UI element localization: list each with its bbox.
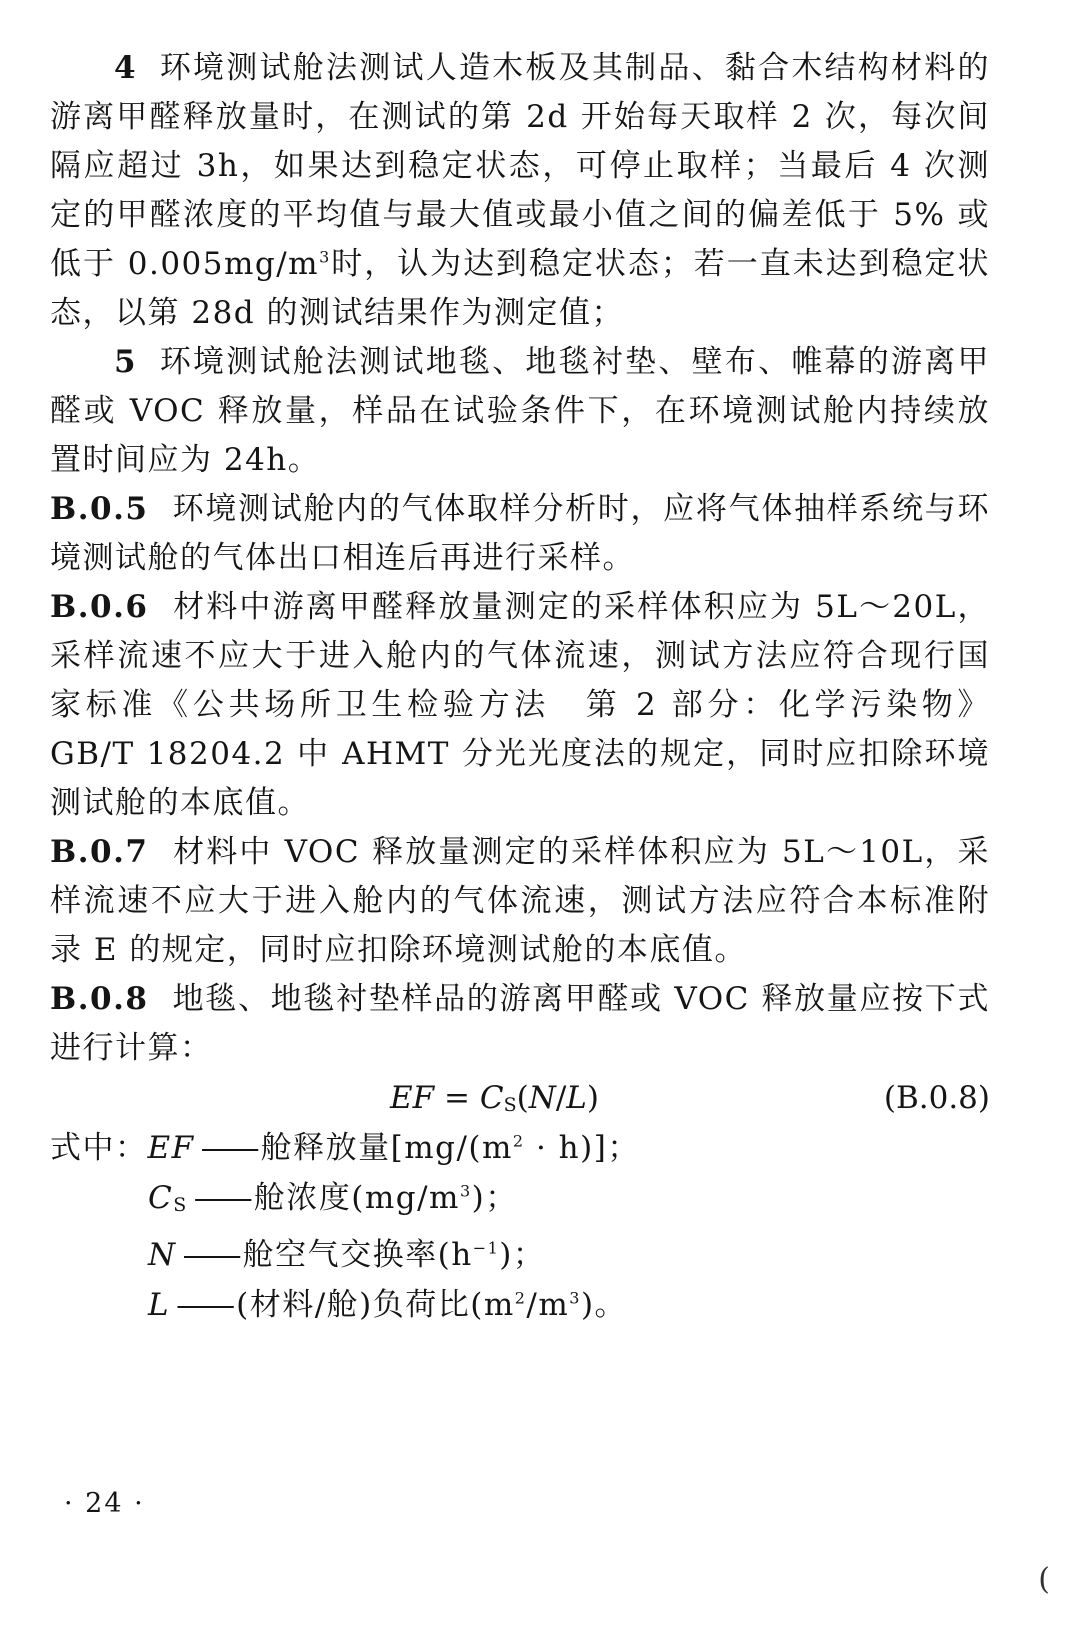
superscript: 2	[514, 1288, 527, 1308]
definition-text: 舱释放量[mg/(m	[260, 1130, 513, 1166]
superscript: −1	[472, 1238, 500, 1258]
list-item-text: 环境测试舱法测试人造木板及其制品、黏合木结构材料的游离甲醛释放量时，在测试的第 2d 开始每天取样 2 次，每次间隔应超过 3h，如果达到稳定状态，可停止取样；当最后 4 次测定的甲醛浓度的平均值与最大值或最小值之间的偏差低于 5% 或低于 0.005mg/m	[50, 50, 990, 282]
document-page	[50, 44, 990, 1330]
list-item-5	[50, 338, 990, 485]
variable-definitions	[50, 1123, 990, 1330]
definition-text-cont: )。	[580, 1287, 628, 1323]
formula-row	[50, 1073, 990, 1123]
definition-row-ef	[50, 1123, 990, 1173]
list-item-text-cont: 时，认为达到稳定状态；若一直未达到稳定状态，以第 28d 的测试结果作为测定值；	[50, 246, 991, 331]
formula-equals: =	[444, 1080, 470, 1116]
definition-text-cont: )；	[499, 1237, 546, 1273]
section-text: 环境测试舱内的气体取样分析时，应将气体抽样系统与环境测试舱的气体出口相连后再进行采样。	[50, 491, 990, 576]
edge-mark: (	[1038, 1562, 1050, 1597]
definition-row-n	[50, 1230, 990, 1280]
definition-dash: ——	[176, 1287, 233, 1323]
formula-n: N	[528, 1080, 556, 1116]
definition-dash: ——	[193, 1180, 250, 1216]
definition-text: 舱浓度(mg/m	[253, 1180, 460, 1216]
formula-lhs: EF	[390, 1080, 435, 1116]
section-text: 材料中 VOC 释放量测定的采样体积应为 5L～10L，采样流速不应大于进入舱内的气体流速，测试方法应符合本标准附录 E 的规定，同时应扣除环境测试舱的本底值。	[50, 834, 990, 968]
formula-c: C	[479, 1080, 504, 1116]
section-b07	[50, 828, 990, 975]
definition-symbol: N	[148, 1237, 177, 1273]
section-number: B.0.6	[50, 589, 149, 625]
definition-row-cs	[50, 1173, 990, 1230]
definition-symbol: EF	[147, 1130, 195, 1166]
section-text: 材料中游离甲醛释放量测定的采样体积应为 5L～20L，采样流速不应大于进入舱内的气体流速，测试方法应符合现行国家标准《公共场所卫生检验方法 第 2 部分：化学污染物》GB/T 18204.2 中 AHMT 分光光度法的规定，同时应扣除环境测试舱的本底值。	[50, 589, 990, 821]
list-item-4	[50, 44, 990, 338]
definition-text-mid: /m	[526, 1287, 570, 1323]
list-item-text: 环境测试舱法测试地毯、地毯衬垫、壁布、帷幕的游离甲醛或 VOC 释放量，样品在试验条件下，在环境测试舱内持续放置时间应为 24h。	[50, 344, 990, 478]
definition-symbol: L	[148, 1287, 171, 1323]
section-number: B.0.5	[50, 491, 149, 527]
superscript: 2	[512, 1131, 525, 1151]
definition-text-cont: )；	[471, 1180, 518, 1216]
definition-symbol-subscript: S	[173, 1194, 188, 1216]
definition-row-l	[50, 1280, 990, 1330]
superscript: 3	[569, 1288, 581, 1308]
definition-text: 舱空气交换率(h	[242, 1237, 473, 1273]
formula-l: L	[566, 1080, 587, 1116]
superscript: 3	[459, 1181, 472, 1201]
list-item-number: 5	[114, 344, 138, 380]
formula-open-paren: (	[516, 1080, 529, 1116]
formula-close-paren: )	[586, 1080, 599, 1116]
superscript: 3	[319, 247, 331, 267]
section-number: B.0.8	[50, 981, 149, 1017]
list-item-number: 4	[114, 50, 138, 86]
formula-number: (B.0.8)	[883, 1080, 990, 1116]
formula-c-subscript: S	[503, 1094, 517, 1116]
definitions-prefix: 式中：	[50, 1130, 148, 1166]
section-b05	[50, 485, 990, 583]
section-text: 地毯、地毯衬垫样品的游离甲醛或 VOC 释放量应按下式进行计算：	[50, 981, 990, 1066]
section-number: B.0.7	[50, 834, 149, 870]
formula-slash: /	[555, 1080, 567, 1116]
definition-dash: ——	[200, 1130, 257, 1166]
definition-symbol: C	[148, 1180, 174, 1216]
definition-dash: ——	[182, 1237, 239, 1273]
page-number: · 24 ·	[64, 1488, 145, 1519]
section-b06	[50, 583, 990, 828]
definition-text-cont: · h)]；	[524, 1130, 640, 1166]
formula	[390, 1073, 599, 1130]
section-b08	[50, 975, 990, 1073]
definition-text: (材料/舱)负荷比(m	[236, 1287, 515, 1323]
